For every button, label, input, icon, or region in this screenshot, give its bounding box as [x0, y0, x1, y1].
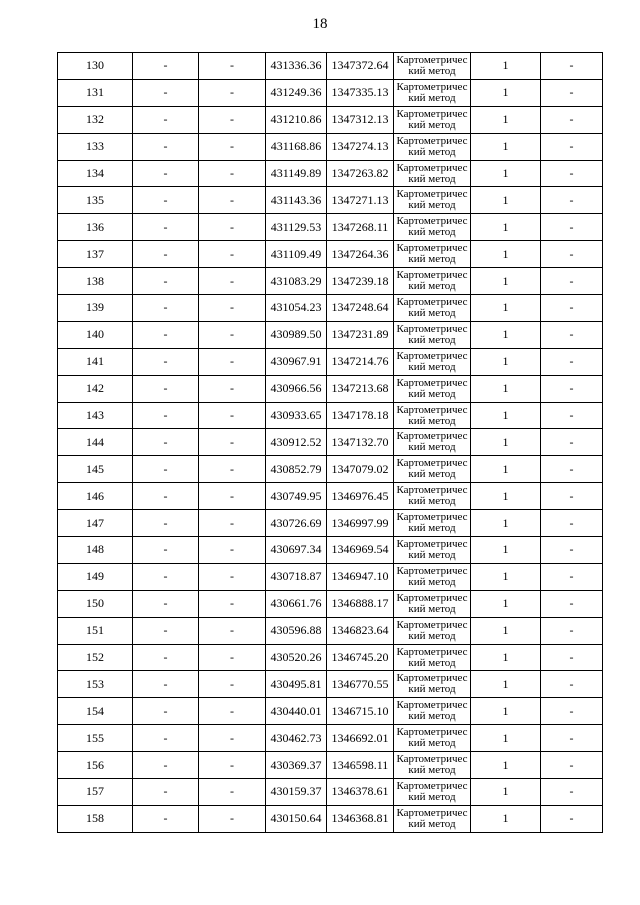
accuracy-cell: 1 [471, 241, 541, 268]
empty-cell-3: - [541, 53, 603, 80]
accuracy-cell: 1 [471, 268, 541, 295]
empty-cell-1: - [133, 698, 199, 725]
table-row [58, 348, 603, 375]
empty-cell-1: - [133, 402, 199, 429]
point-number-cell: 148 [58, 537, 133, 564]
accuracy-cell: 1 [471, 295, 541, 322]
empty-cell-1: - [133, 590, 199, 617]
empty-cell-2: - [199, 53, 266, 80]
accuracy-cell: 1 [471, 725, 541, 752]
empty-cell-1: - [133, 53, 199, 80]
method-cell: Картометрический метод [394, 429, 471, 456]
empty-cell-2: - [199, 241, 266, 268]
empty-cell-2: - [199, 779, 266, 806]
empty-cell-3: - [541, 321, 603, 348]
empty-cell-2: - [199, 644, 266, 671]
empty-cell-3: - [541, 268, 603, 295]
accuracy-cell: 1 [471, 563, 541, 590]
table-row [58, 375, 603, 402]
method-cell: Картометрический метод [394, 725, 471, 752]
x-coordinate-cell: 430912.52 [266, 429, 327, 456]
x-coordinate-cell: 430966.56 [266, 375, 327, 402]
y-coordinate-cell: 1347214.76 [327, 348, 394, 375]
x-coordinate-cell: 430159.37 [266, 779, 327, 806]
empty-cell-2: - [199, 429, 266, 456]
y-coordinate-cell: 1347335.13 [327, 79, 394, 106]
accuracy-cell: 1 [471, 483, 541, 510]
accuracy-cell: 1 [471, 79, 541, 106]
table-row [58, 563, 603, 590]
method-cell: Картометрический метод [394, 214, 471, 241]
table-row [58, 187, 603, 214]
empty-cell-3: - [541, 563, 603, 590]
table-row [58, 53, 603, 80]
empty-cell-1: - [133, 725, 199, 752]
x-coordinate-cell: 430989.50 [266, 321, 327, 348]
empty-cell-3: - [541, 187, 603, 214]
y-coordinate-cell: 1347268.11 [327, 214, 394, 241]
y-coordinate-cell: 1346997.99 [327, 510, 394, 537]
empty-cell-3: - [541, 671, 603, 698]
empty-cell-1: - [133, 241, 199, 268]
method-cell: Картометрический метод [394, 402, 471, 429]
point-number-cell: 130 [58, 53, 133, 80]
x-coordinate-cell: 431054.23 [266, 295, 327, 322]
method-cell: Картометрический метод [394, 537, 471, 564]
point-number-cell: 145 [58, 456, 133, 483]
method-cell: Картометрический метод [394, 456, 471, 483]
table-row [58, 106, 603, 133]
y-coordinate-cell: 1346378.61 [327, 779, 394, 806]
empty-cell-1: - [133, 375, 199, 402]
table-row [58, 537, 603, 564]
method-cell: Картометрический метод [394, 160, 471, 187]
point-number-cell: 136 [58, 214, 133, 241]
empty-cell-2: - [199, 79, 266, 106]
y-coordinate-cell: 1347264.36 [327, 241, 394, 268]
y-coordinate-cell: 1346692.01 [327, 725, 394, 752]
point-number-cell: 151 [58, 617, 133, 644]
accuracy-cell: 1 [471, 698, 541, 725]
point-number-cell: 154 [58, 698, 133, 725]
method-cell: Картометрический метод [394, 752, 471, 779]
empty-cell-2: - [199, 402, 266, 429]
empty-cell-1: - [133, 187, 199, 214]
table-row [58, 779, 603, 806]
empty-cell-1: - [133, 483, 199, 510]
table-row [58, 79, 603, 106]
table-row [58, 241, 603, 268]
accuracy-cell: 1 [471, 590, 541, 617]
table-row [58, 268, 603, 295]
empty-cell-3: - [541, 617, 603, 644]
empty-cell-3: - [541, 590, 603, 617]
accuracy-cell: 1 [471, 429, 541, 456]
x-coordinate-cell: 430697.34 [266, 537, 327, 564]
table-row [58, 214, 603, 241]
empty-cell-1: - [133, 429, 199, 456]
empty-cell-2: - [199, 214, 266, 241]
x-coordinate-cell: 431083.29 [266, 268, 327, 295]
y-coordinate-cell: 1347372.64 [327, 53, 394, 80]
table-row [58, 671, 603, 698]
point-number-cell: 143 [58, 402, 133, 429]
accuracy-cell: 1 [471, 375, 541, 402]
empty-cell-3: - [541, 779, 603, 806]
empty-cell-1: - [133, 644, 199, 671]
accuracy-cell: 1 [471, 348, 541, 375]
empty-cell-3: - [541, 79, 603, 106]
point-number-cell: 146 [58, 483, 133, 510]
point-number-cell: 156 [58, 752, 133, 779]
y-coordinate-cell: 1347178.18 [327, 402, 394, 429]
x-coordinate-cell: 431249.36 [266, 79, 327, 106]
empty-cell-3: - [541, 698, 603, 725]
y-coordinate-cell: 1347132.70 [327, 429, 394, 456]
point-number-cell: 137 [58, 241, 133, 268]
empty-cell-2: - [199, 348, 266, 375]
table-body [58, 53, 603, 833]
empty-cell-1: - [133, 510, 199, 537]
y-coordinate-cell: 1347274.13 [327, 133, 394, 160]
y-coordinate-cell: 1346770.55 [327, 671, 394, 698]
y-coordinate-cell: 1347231.89 [327, 321, 394, 348]
empty-cell-3: - [541, 106, 603, 133]
empty-cell-1: - [133, 456, 199, 483]
empty-cell-1: - [133, 160, 199, 187]
empty-cell-2: - [199, 456, 266, 483]
x-coordinate-cell: 431336.36 [266, 53, 327, 80]
accuracy-cell: 1 [471, 537, 541, 564]
empty-cell-1: - [133, 106, 199, 133]
y-coordinate-cell: 1347263.82 [327, 160, 394, 187]
accuracy-cell: 1 [471, 133, 541, 160]
method-cell: Картометрический метод [394, 79, 471, 106]
empty-cell-1: - [133, 779, 199, 806]
table-row [58, 295, 603, 322]
accuracy-cell: 1 [471, 671, 541, 698]
empty-cell-2: - [199, 563, 266, 590]
x-coordinate-cell: 430520.26 [266, 644, 327, 671]
accuracy-cell: 1 [471, 456, 541, 483]
empty-cell-1: - [133, 537, 199, 564]
empty-cell-1: - [133, 79, 199, 106]
table-row [58, 698, 603, 725]
point-number-cell: 138 [58, 268, 133, 295]
empty-cell-2: - [199, 698, 266, 725]
x-coordinate-cell: 430933.65 [266, 402, 327, 429]
point-number-cell: 150 [58, 590, 133, 617]
empty-cell-2: - [199, 187, 266, 214]
empty-cell-3: - [541, 644, 603, 671]
y-coordinate-cell: 1347271.13 [327, 187, 394, 214]
empty-cell-1: - [133, 563, 199, 590]
y-coordinate-cell: 1346888.17 [327, 590, 394, 617]
coordinates-table [57, 52, 603, 833]
y-coordinate-cell: 1346715.10 [327, 698, 394, 725]
accuracy-cell: 1 [471, 644, 541, 671]
method-cell: Картометрический метод [394, 321, 471, 348]
y-coordinate-cell: 1346976.45 [327, 483, 394, 510]
y-coordinate-cell: 1346969.54 [327, 537, 394, 564]
empty-cell-2: - [199, 805, 266, 832]
accuracy-cell: 1 [471, 779, 541, 806]
point-number-cell: 140 [58, 321, 133, 348]
y-coordinate-cell: 1346368.81 [327, 805, 394, 832]
empty-cell-3: - [541, 752, 603, 779]
point-number-cell: 147 [58, 510, 133, 537]
point-number-cell: 157 [58, 779, 133, 806]
x-coordinate-cell: 431109.49 [266, 241, 327, 268]
method-cell: Картометрический метод [394, 805, 471, 832]
x-coordinate-cell: 431149.89 [266, 160, 327, 187]
y-coordinate-cell: 1347248.64 [327, 295, 394, 322]
empty-cell-2: - [199, 295, 266, 322]
empty-cell-2: - [199, 590, 266, 617]
x-coordinate-cell: 430661.76 [266, 590, 327, 617]
point-number-cell: 131 [58, 79, 133, 106]
point-number-cell: 144 [58, 429, 133, 456]
point-number-cell: 149 [58, 563, 133, 590]
empty-cell-1: - [133, 133, 199, 160]
empty-cell-3: - [541, 133, 603, 160]
table-row [58, 402, 603, 429]
y-coordinate-cell: 1346745.20 [327, 644, 394, 671]
empty-cell-3: - [541, 537, 603, 564]
empty-cell-3: - [541, 805, 603, 832]
x-coordinate-cell: 430718.87 [266, 563, 327, 590]
empty-cell-1: - [133, 214, 199, 241]
method-cell: Картометрический метод [394, 779, 471, 806]
empty-cell-1: - [133, 268, 199, 295]
point-number-cell: 133 [58, 133, 133, 160]
empty-cell-1: - [133, 805, 199, 832]
empty-cell-1: - [133, 348, 199, 375]
table-row [58, 321, 603, 348]
x-coordinate-cell: 430440.01 [266, 698, 327, 725]
accuracy-cell: 1 [471, 805, 541, 832]
empty-cell-2: - [199, 752, 266, 779]
empty-cell-3: - [541, 402, 603, 429]
method-cell: Картометрический метод [394, 698, 471, 725]
method-cell: Картометрический метод [394, 187, 471, 214]
method-cell: Картометрический метод [394, 590, 471, 617]
table-row [58, 456, 603, 483]
point-number-cell: 155 [58, 725, 133, 752]
empty-cell-2: - [199, 725, 266, 752]
table-row [58, 429, 603, 456]
empty-cell-2: - [199, 617, 266, 644]
accuracy-cell: 1 [471, 214, 541, 241]
empty-cell-1: - [133, 671, 199, 698]
empty-cell-1: - [133, 321, 199, 348]
method-cell: Картометрический метод [394, 106, 471, 133]
empty-cell-2: - [199, 133, 266, 160]
empty-cell-2: - [199, 160, 266, 187]
method-cell: Картометрический метод [394, 241, 471, 268]
table-row [58, 510, 603, 537]
table-row [58, 725, 603, 752]
empty-cell-1: - [133, 295, 199, 322]
x-coordinate-cell: 431143.36 [266, 187, 327, 214]
accuracy-cell: 1 [471, 321, 541, 348]
empty-cell-3: - [541, 348, 603, 375]
empty-cell-3: - [541, 295, 603, 322]
empty-cell-3: - [541, 241, 603, 268]
table-row [58, 617, 603, 644]
x-coordinate-cell: 430495.81 [266, 671, 327, 698]
method-cell: Картометрический метод [394, 510, 471, 537]
y-coordinate-cell: 1346823.64 [327, 617, 394, 644]
point-number-cell: 139 [58, 295, 133, 322]
table-row [58, 160, 603, 187]
table-row [58, 133, 603, 160]
accuracy-cell: 1 [471, 402, 541, 429]
method-cell: Картометрический метод [394, 483, 471, 510]
point-number-cell: 141 [58, 348, 133, 375]
empty-cell-2: - [199, 106, 266, 133]
method-cell: Картометрический метод [394, 53, 471, 80]
method-cell: Картометрический метод [394, 133, 471, 160]
x-coordinate-cell: 430596.88 [266, 617, 327, 644]
x-coordinate-cell: 430726.69 [266, 510, 327, 537]
accuracy-cell: 1 [471, 752, 541, 779]
y-coordinate-cell: 1347213.68 [327, 375, 394, 402]
empty-cell-3: - [541, 429, 603, 456]
accuracy-cell: 1 [471, 187, 541, 214]
y-coordinate-cell: 1347239.18 [327, 268, 394, 295]
point-number-cell: 153 [58, 671, 133, 698]
method-cell: Картометрический метод [394, 671, 471, 698]
x-coordinate-cell: 430852.79 [266, 456, 327, 483]
x-coordinate-cell: 431210.86 [266, 106, 327, 133]
accuracy-cell: 1 [471, 106, 541, 133]
point-number-cell: 152 [58, 644, 133, 671]
method-cell: Картометрический метод [394, 563, 471, 590]
empty-cell-3: - [541, 214, 603, 241]
empty-cell-2: - [199, 537, 266, 564]
table-row [58, 483, 603, 510]
empty-cell-1: - [133, 617, 199, 644]
x-coordinate-cell: 430749.95 [266, 483, 327, 510]
empty-cell-3: - [541, 375, 603, 402]
method-cell: Картометрический метод [394, 375, 471, 402]
method-cell: Картометрический метод [394, 617, 471, 644]
table-row [58, 805, 603, 832]
point-number-cell: 132 [58, 106, 133, 133]
y-coordinate-cell: 1346598.11 [327, 752, 394, 779]
point-number-cell: 134 [58, 160, 133, 187]
empty-cell-2: - [199, 671, 266, 698]
empty-cell-3: - [541, 160, 603, 187]
empty-cell-2: - [199, 268, 266, 295]
point-number-cell: 158 [58, 805, 133, 832]
y-coordinate-cell: 1347079.02 [327, 456, 394, 483]
empty-cell-3: - [541, 483, 603, 510]
x-coordinate-cell: 431168.86 [266, 133, 327, 160]
page-number: 18 [312, 16, 328, 32]
empty-cell-3: - [541, 725, 603, 752]
x-coordinate-cell: 430462.73 [266, 725, 327, 752]
x-coordinate-cell: 430369.37 [266, 752, 327, 779]
table-row [58, 644, 603, 671]
empty-cell-1: - [133, 752, 199, 779]
method-cell: Картометрический метод [394, 348, 471, 375]
accuracy-cell: 1 [471, 53, 541, 80]
x-coordinate-cell: 430967.91 [266, 348, 327, 375]
empty-cell-2: - [199, 375, 266, 402]
table-row [58, 752, 603, 779]
x-coordinate-cell: 430150.64 [266, 805, 327, 832]
point-number-cell: 135 [58, 187, 133, 214]
y-coordinate-cell: 1346947.10 [327, 563, 394, 590]
empty-cell-2: - [199, 510, 266, 537]
accuracy-cell: 1 [471, 160, 541, 187]
x-coordinate-cell: 431129.53 [266, 214, 327, 241]
accuracy-cell: 1 [471, 510, 541, 537]
point-number-cell: 142 [58, 375, 133, 402]
method-cell: Картометрический метод [394, 268, 471, 295]
table-row [58, 590, 603, 617]
empty-cell-3: - [541, 456, 603, 483]
method-cell: Картометрический метод [394, 295, 471, 322]
empty-cell-3: - [541, 510, 603, 537]
accuracy-cell: 1 [471, 617, 541, 644]
empty-cell-2: - [199, 321, 266, 348]
empty-cell-2: - [199, 483, 266, 510]
y-coordinate-cell: 1347312.13 [327, 106, 394, 133]
method-cell: Картометрический метод [394, 644, 471, 671]
